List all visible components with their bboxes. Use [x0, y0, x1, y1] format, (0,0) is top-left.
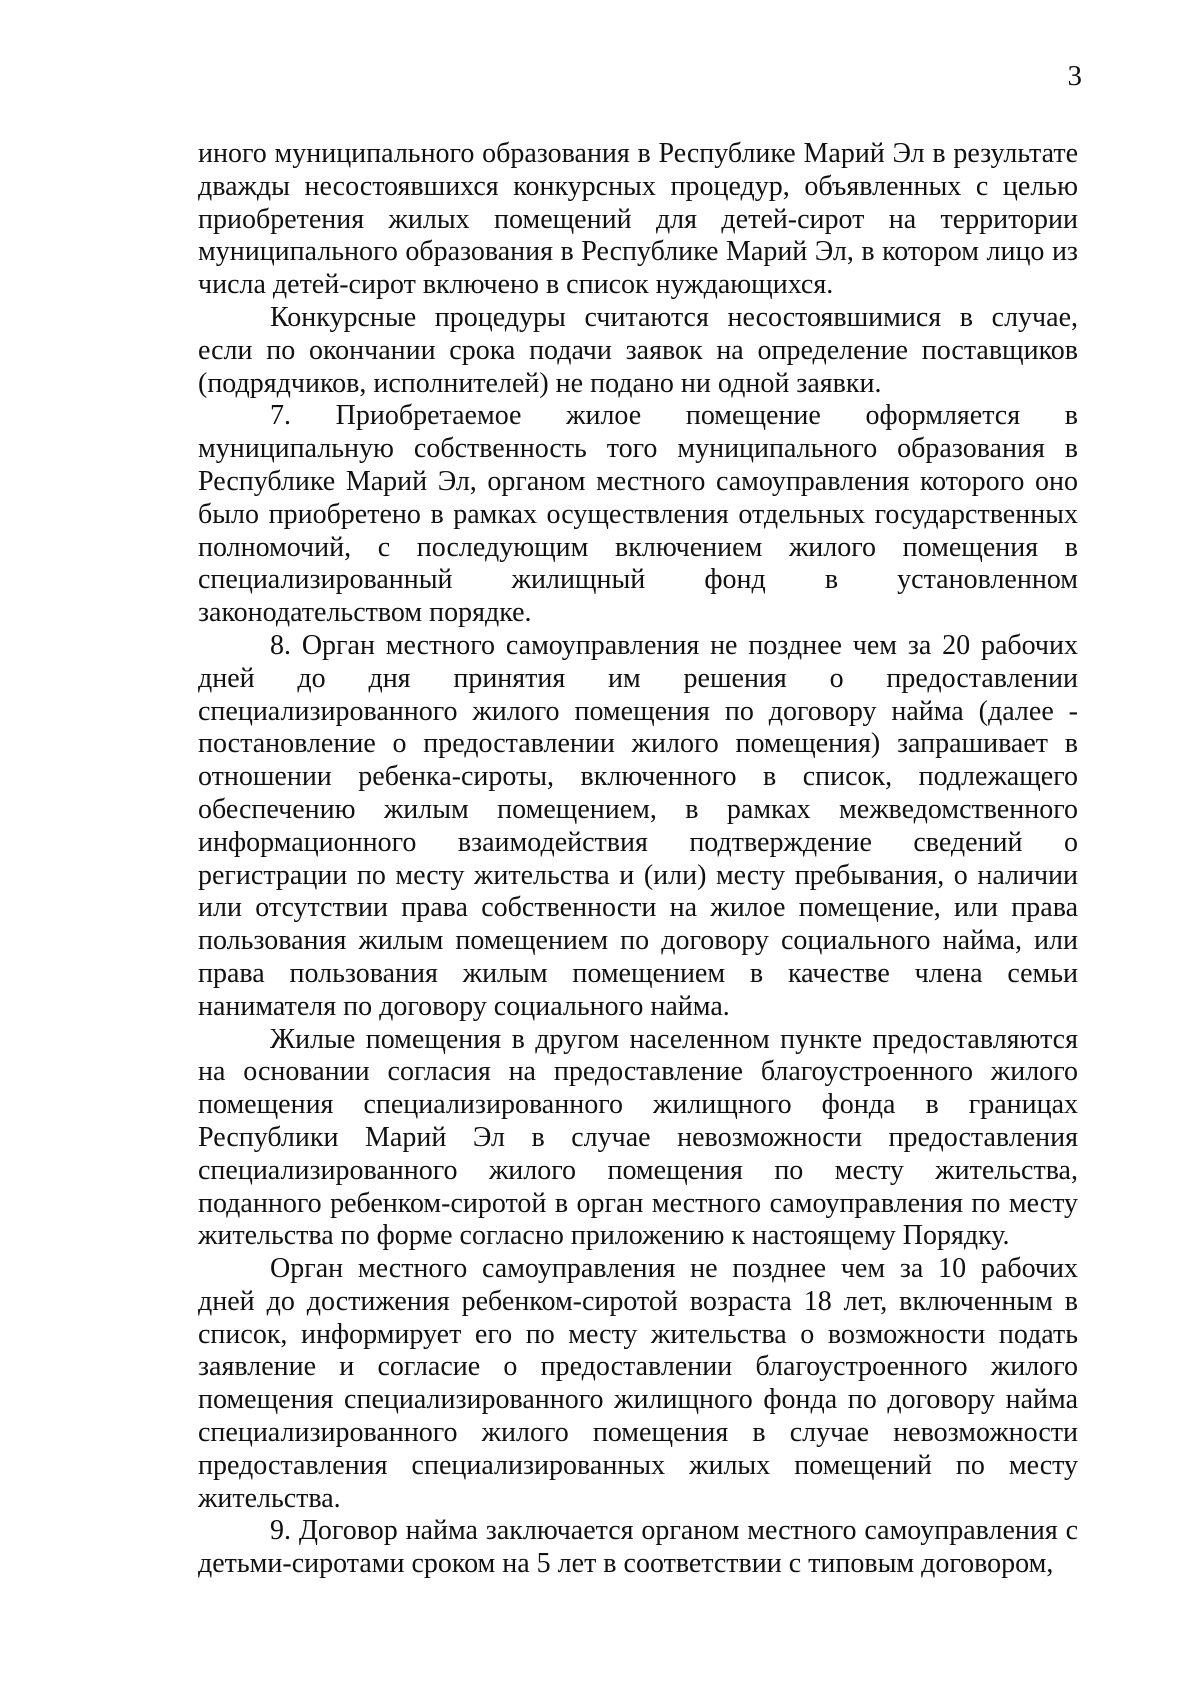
body-text: [198, 138, 1078, 1581]
paragraph: Орган местного самоуправления не позднее чем за 10 рабочих дней до достижения ребенком-сиротой возраста 18 лет, включенным в список, информирует его по месту жительства о возможности подать заявление и согласие о предоставлении благоустроенного жилого помещения специализированного жилищного фонда по договору найма специализированного жилого помещения в случае невозможности предоставления специализированных жилых помещений по месту жительства.: [198, 1253, 1078, 1514]
paragraph-item-9: 9. Договор найма заключается органом местного самоуправления с детьми-сиротами сроком на 5 лет в соответствии с типовым договором,: [198, 1515, 1078, 1580]
paragraph-continuation: иного муниципального образования в Республике Марий Эл в результате дважды несостоявшихся конкурсных процедур, объявленных с целью приобретения жилых помещений для детей-сирот на территории муниципального образования в Республике Марий Эл, в котором лицо из числа детей-сирот включено в список нуждающихся.: [198, 138, 1078, 301]
paragraph: Жилые помещения в другом населенном пункте предоставляются на основании согласия на предоставление благоустроенного жилого помещения специализированного жилищного фонда в границах Республики Марий Эл в случае невозможности предоставления специализированного жилого помещения по месту жительства, поданного ребенком-сиротой в орган местного самоуправления по месту жительства по форме согласно приложению к настоящему Порядку.: [198, 1023, 1078, 1252]
page-number: 3: [1067, 60, 1082, 92]
paragraph-item-7: 7. Приобретаемое жилое помещение оформляется в муниципальную собственность того муниципального образования в Республике Марий Эл, органом местного самоуправления которого оно было приобретено в рамках осуществления отдельных государственных полномочий, с последующим включением жилого помещения в специализированный жилищный фонд в установленном законодательством порядке.: [198, 400, 1078, 629]
paragraph: Конкурсные процедуры считаются несостоявшимися в случае, если по окончании срока подачи заявок на определение поставщиков (подрядчиков, исполнителей) не подано ни одной заявки.: [198, 301, 1078, 399]
paragraph-item-8: 8. Орган местного самоуправления не позднее чем за 20 рабочих дней до дня принятия им решения о предоставлении специализированного жилого помещения по договору найма (далее - постановление о предоставлении жилого помещения) запрашивает в отношении ребенка-сироты, включенного в список, подлежащего обеспечению жилым помещением, в рамках межведомственного информационного взаимодействия подтверждение сведений о регистрации по месту жительства и (или) месту пребывания, о наличии или отсутствии права собственности на жилое помещение, или права пользования жилым помещением по договору социального найма, или права пользования жилым помещением в качестве члена семьи нанимателя по договору социального найма.: [198, 629, 1078, 1022]
